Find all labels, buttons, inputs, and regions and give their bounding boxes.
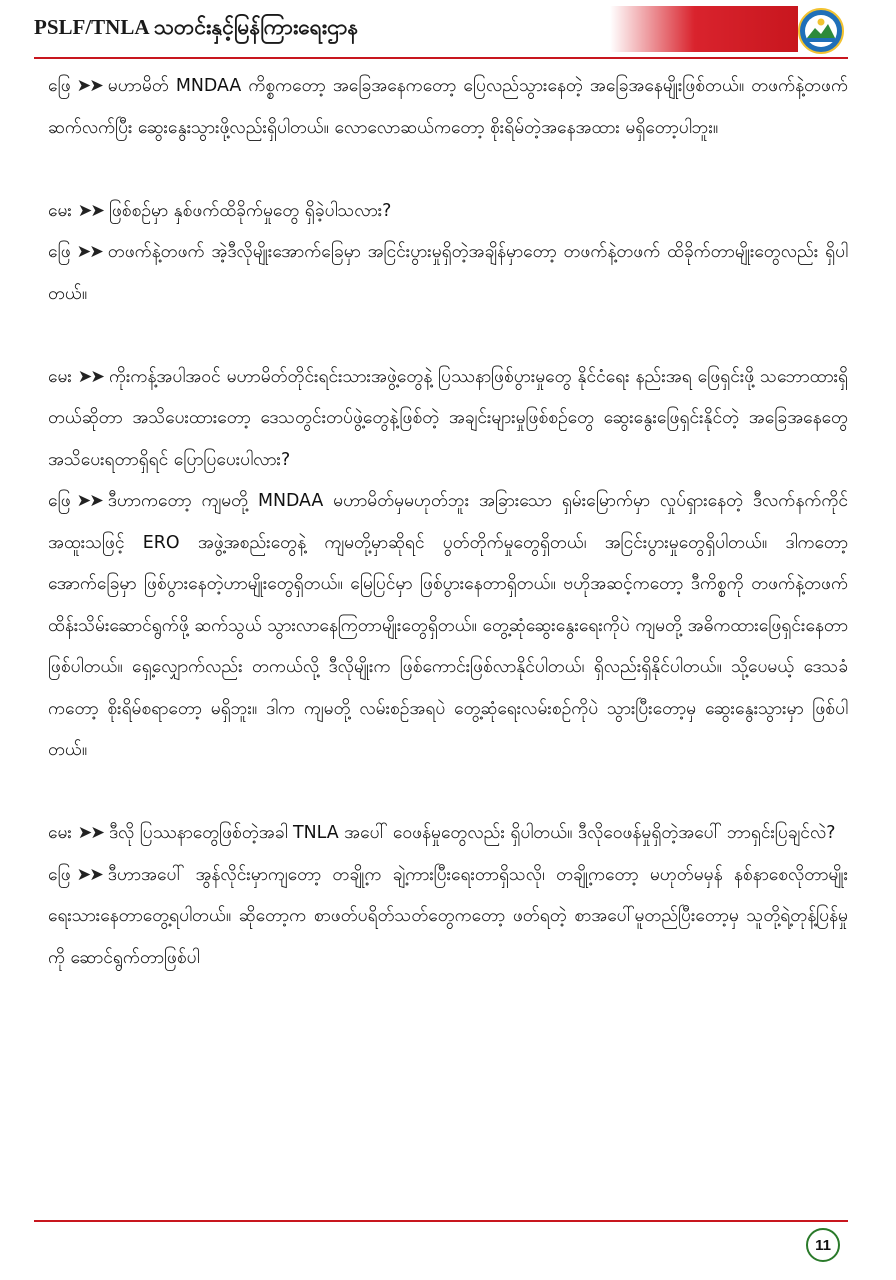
- paragraph-text: ဖြစ်စဉ်မှာ နှစ်ဖက်ထိခိုက်မှုတွေ ရှိခဲ့ပါသလား?: [108, 200, 392, 221]
- paragraph-text: ဒီဟာအပေါ် အွန်လိုင်းမှာကျတော့ တချို့က ချဲ့ကားပြီးရေးတာရှိသလို၊ တချို့ကတော့ မဟုတ်မမှန် နစ်နာစေလိုတာမျိုး ရေးသားနေတာတွေ့ရပါတယ်။ ဆိုတော့က စာဖတ်ပရိတ်သတ်တွေကတော့ ဖတ်ရတဲ့ စာအပေါ်မူတည်ပြီးတော့မှ သူတို့ရဲ့တုန့်ပြန်မှုကို ဆောင်ရွက်တာဖြစ်ပါ: [48, 864, 848, 968]
- page-number: 11: [806, 1228, 840, 1262]
- paragraph-gap: [48, 315, 848, 357]
- header-title: PSLF/TNLA သတင်းနှင့်မြန်ကြားရေးဌာန: [34, 15, 359, 39]
- speaker-label: မေး: [48, 823, 72, 843]
- paragraph-text: တဖက်နဲ့တဖက် အဲ့ဒီလိုမျိုးအောက်ခြေမှာ အငြင်းပွားမှုရှိတဲ့အချိန်မှာတော့ တဖက်နဲ့တဖက် ထိခိုက်တာမျိုးတွေလည်း ရှိပါတယ်။: [48, 242, 848, 304]
- answer-paragraph: [48, 66, 848, 149]
- article-body: [48, 66, 848, 979]
- speaker-label: မေး: [48, 366, 72, 387]
- answer-paragraph: [48, 481, 848, 772]
- double-arrow-icon: ➤➤: [76, 491, 102, 511]
- double-arrow-icon: ➤➤: [77, 366, 103, 387]
- speaker-label: ဖြေ: [48, 491, 71, 511]
- paragraph-text: မဟာမိတ် MNDAA ကိစ္စကတော့ အခြေအနေကတော့ ပြေလည်သွားနေတဲ့ အခြေအနေမျိုးဖြစ်တယ်။ တဖက်နဲ့တဖက် ဆက်လက်ပြီး ဆွေးနွေးသွားဖို့လည်းရှိပါတယ်။ လောလောဆယ်ကတော့ စိုးရိမ်တဲ့အနေအထား မရှိတော့ပါဘူး။: [48, 76, 848, 138]
- double-arrow-icon: ➤➤: [76, 76, 102, 96]
- paragraph-gap: [48, 772, 848, 814]
- paragraph-text: ကိုးကန့်အပါအဝင် မဟာမိတ်တိုင်းရင်းသားအဖွဲ့တွေနဲ့ ပြဿနာဖြစ်ပွားမှုတွေ နိုင်ငံရေး နည်းအရ ဖြေရှင်းဖို့ သဘောထားရှိတယ်ဆိုတာ အသိပေးထားတော့ ဒေသတွင်းတပ်ဖွဲ့တွေနဲ့ဖြစ်တဲ့ အချင်းများမှုဖြစ်စဉ်တွေ ဆွေးနွေးဖြေရှင်းနိုင်တဲ့ အခြေအနေတွေ အသိပေးရတာရှိရင် ပြောပြပေးပါလား?: [48, 366, 848, 470]
- double-arrow-icon: ➤➤: [77, 823, 103, 843]
- organization-emblem-icon: [798, 8, 844, 54]
- header-red-band: [610, 6, 798, 52]
- paragraph-gap: [48, 149, 848, 191]
- speaker-label: ဖြေ: [48, 864, 71, 885]
- paragraph-text: ဒီလို ပြဿနာတွေဖြစ်တဲ့အခါ TNLA အပေါ် ဝေဖန်မှုတွေလည်း ရှိပါတယ်။ ဒီလိုဝေဖန်မှုရှိတဲ့အပေါ် ဘာရှင်းပြချင်လဲ?: [108, 823, 836, 843]
- question-paragraph: [48, 357, 848, 482]
- speaker-label: ဖြေ: [48, 76, 71, 96]
- footer-divider: [34, 1220, 848, 1222]
- paragraph-text: ဒီဟာကတော့ ကျမတို့ MNDAA မဟာမိတ်မှမဟုတ်ဘူး အခြားသော ရှမ်းမြောက်မှာ လှုပ်ရှားနေတဲ့ ဒီလက်နက်ကိုင် အထူးသဖြင့် ERO အဖွဲ့အစည်းတွေနဲ့ ကျမတို့မှာဆိုရင် ပွတ်တိုက်မှုတွေရှိတယ်၊ အငြင်းပွားမှုတွေရှိပါတယ်။ ဒါကတော့ အောက်ခြေမှာ ဖြစ်ပွားနေတဲ့ဟာမျိုးတွေရှိတယ်။ မြေပြင်မှာ ဖြစ်ပွားနေတာရှိတယ်။ ဗဟိုအဆင့်ကတော့ ဒီကိစ္စကို တဖက်နဲ့တဖက် ထိန်းသိမ်းဆောင်ရွက်ဖို့ ဆက်သွယ် သွားလာနေကြတာမျိုးတွေရှိတယ်။ တွေ့ဆုံဆွေးနွေးရေးကိုပဲ ကျမတို့ အဓိကထားဖြေရှင်းနေတာ ဖြစ်ပါတယ်။ ရှေ့လျှောက်လည်း တကယ်လို့ ဒီလိုမျိုးက ဖြစ်ကောင်းဖြစ်လာနိုင်ပါတယ်၊ ရှိလည်းရှိနိုင်ပါတယ်။ သို့ပေမယ့် ဒေသခံကတော့ စိုးရိမ်စရာတော့ မရှိဘူး။ ဒါက ကျမတို့ လမ်းစဉ်အရပဲ တွေ့ဆုံရေးလမ်းစဉ်ကိုပဲ သွားပြီးတော့မှ ဆွေးနွေးသွားမှာ ဖြစ်ပါတယ်။: [48, 491, 848, 760]
- double-arrow-icon: ➤➤: [76, 242, 102, 262]
- double-arrow-icon: ➤➤: [76, 864, 102, 885]
- speaker-label: ဖြေ: [48, 242, 71, 262]
- answer-paragraph: [48, 232, 848, 315]
- double-arrow-icon: ➤➤: [77, 200, 103, 221]
- header-divider: [34, 57, 848, 59]
- page-header: [0, 0, 896, 62]
- answer-paragraph: [48, 855, 848, 980]
- speaker-label: မေး: [48, 200, 72, 221]
- question-paragraph: [48, 191, 848, 233]
- question-paragraph: [48, 813, 848, 855]
